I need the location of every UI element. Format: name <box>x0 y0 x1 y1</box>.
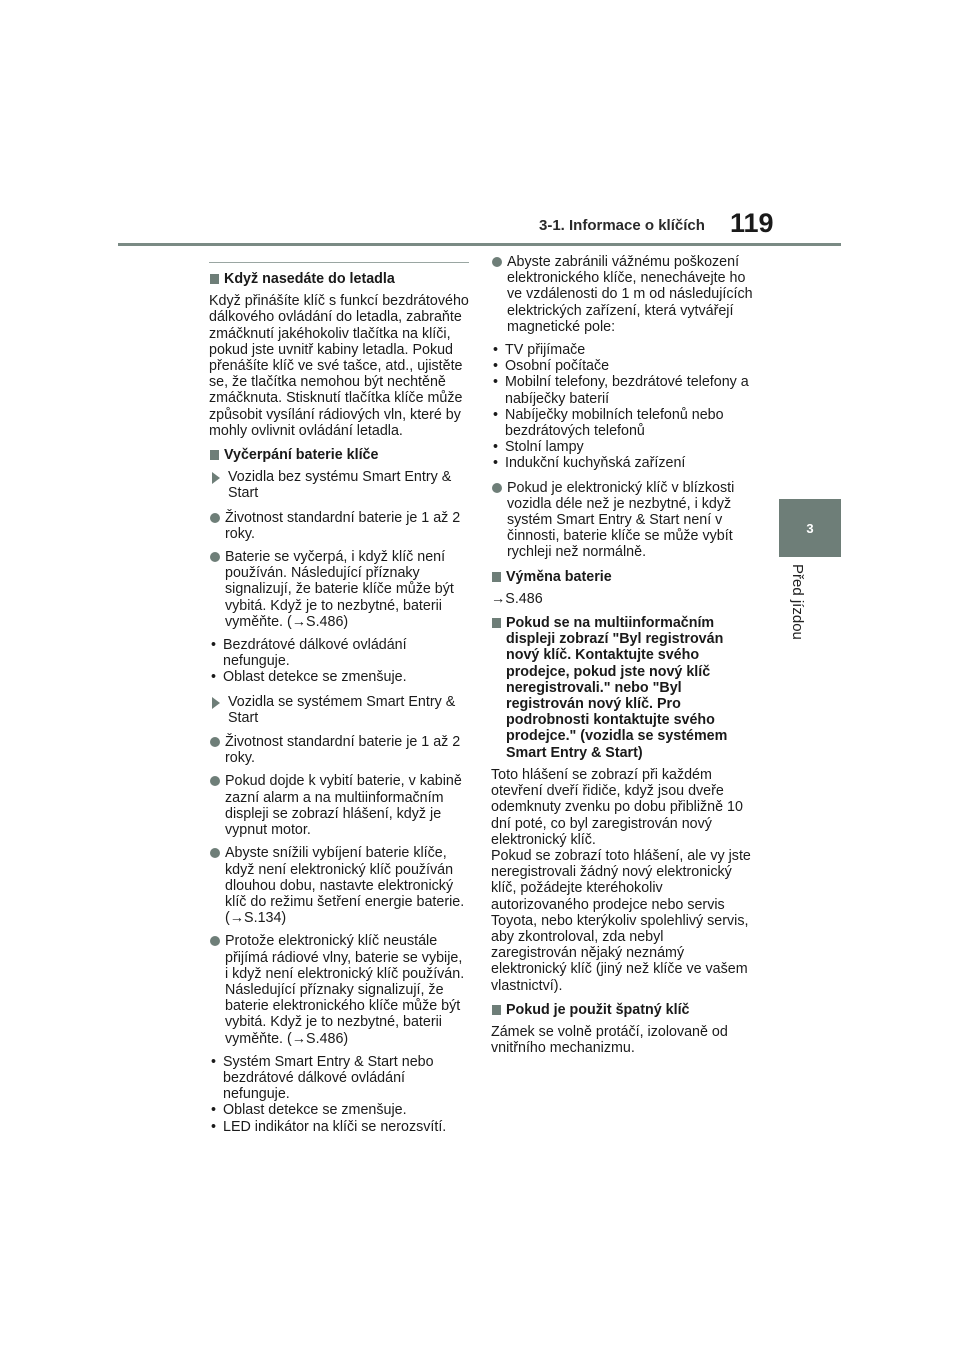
bullet-text: Pokud dojde k vybití baterie, v kabině zazní alarm a na multiinformačním displeji se zobrazí hlášení, když je vypnut motor. <box>225 773 462 839</box>
list-item: • TV přijímače <box>491 342 753 358</box>
right-column <box>491 254 753 1064</box>
heading-text: Výměna baterie <box>506 568 612 585</box>
device-list <box>491 342 753 472</box>
bullet-text: Baterie se vyčerpá, i když klíč není používán. Následující příznaky signalizují, že baterie klíče může být vybitá. Když je to nezbytné, baterii vyměňte. (→S.486) <box>225 549 454 630</box>
bullet-text: Životnost standardní baterie je 1 až 2 roky. <box>225 509 461 542</box>
paragraph: Zámek se volně protáčí, izolovaně od vnitřního mechanizmu. <box>491 1023 728 1057</box>
section-heading: 3-1. Informace o klíčích <box>539 217 705 234</box>
list-item: • Oblast detekce se zmenšuje. <box>209 669 469 685</box>
section-heading-battery-replacement <box>491 569 753 585</box>
square-bullet-icon <box>492 1005 501 1015</box>
paragraph: Pokud se zobrazí toto hlášení, ale vy jste neregistrovali žádný nový elektronický klíč, požádejte kteréhokoliv autorizovaného prodejce nebo servis Toyota, nebo kterýkoliv spolehlivý servis, aby zkontroloval, zda nebyl zaregistrován nějaký neznámý elektronický klíč (jiný než klíče ve vašem vlastnictví). <box>491 847 751 994</box>
bullet-item <box>491 480 753 561</box>
chapter-title: Před jízdou <box>789 564 806 640</box>
list-item: • Nabíječky mobilních telefonů nebo bezdrátových telefonů <box>491 407 753 439</box>
page-reference: →S.486 <box>491 590 543 607</box>
bullet-item <box>209 845 469 926</box>
subheading-text: Vozidla se systémem Smart Entry & Start <box>228 693 456 726</box>
list-item: • Systém Smart Entry & Start nebo bezdrátové dálkové ovládání nefunguje. <box>209 1054 469 1103</box>
bullet-text: Protože elektronický klíč neustále přijímá rádiové vlny, baterie se vybije, i když není elektronický klíč používán. Následující příznaky signalizují, že baterie elektronického klíče může být vybitá. Když je to nezbytné, baterii vyměňte. (→S.486) <box>225 933 465 1047</box>
bullet-item <box>209 510 469 542</box>
heading-text: Pokud je použit špatný klíč <box>506 1001 690 1018</box>
circle-bullet-icon <box>492 257 502 267</box>
bullet-item <box>209 773 469 838</box>
subheading-without-smart-entry <box>209 469 469 501</box>
bullet-text: Pokud je elektronický klíč v blízkosti vozidla déle než je nezbytné, i když systém Smart Entry & Start není v činnosti, baterie klíče se může vybít rychleji než normálně. <box>507 479 735 561</box>
left-column <box>209 262 469 1143</box>
heading-text: Vyčerpání baterie klíče <box>224 447 379 464</box>
circle-bullet-icon <box>210 737 220 747</box>
paragraph: Když přinášíte klíč s funkcí bezdrátového dálkového ovládání do letadla, zabraňte zmáčknutí jakéhokoliv tlačítka na klíči, pokud jste uvnitř kabiny letadla. Pokud přenášíte klíč ve své tašce, atd., ujistěte se, že tlačítka nemohou být nechtěně zmáčknuta. Stisknutí tlačítka klíče může způsobit vysílání rádiových vln, které by mohly ovlivnit ovládání letadla. <box>209 293 469 439</box>
triangle-bullet-icon <box>212 697 220 709</box>
symptom-list <box>209 1054 469 1135</box>
paragraph: Toto hlášení se zobrazí při každém otevření dveří řidiče, když jsou dveře odemknuty zvenku po dobu přibližně 10 dní poté, co byl zaregistrován nový elektronický klíč. <box>491 766 743 848</box>
bullet-text: Životnost standardní baterie je 1 až 2 roky. <box>225 734 461 767</box>
heading-text: Pokud se na multiinformačním displeji zobrazí "Byl registrován nový klíč. Kontaktujte svého prodejce, pokud jste nový klíč neregistrovali." nebo "Byl registrován nový klíč. Pro podrobnosti kontaktujte svého prodejce." (vozidla se systémem Smart Entry & Start) <box>506 615 728 761</box>
circle-bullet-icon <box>210 936 220 946</box>
chapter-number: 3 <box>806 521 814 536</box>
section-heading-wrong-key <box>491 1002 753 1018</box>
bullet-item <box>491 254 753 335</box>
section-heading-airplane <box>209 271 469 287</box>
square-bullet-icon <box>210 450 219 460</box>
header-rule <box>118 243 841 246</box>
triangle-bullet-icon <box>212 472 220 484</box>
circle-bullet-icon <box>210 513 220 523</box>
circle-bullet-icon <box>210 552 220 562</box>
circle-bullet-icon <box>492 483 502 493</box>
list-item: • LED indikátor na klíči se nerozsvítí. <box>209 1119 469 1135</box>
bullet-item <box>209 549 469 630</box>
circle-bullet-icon <box>210 776 220 786</box>
bullet-item <box>209 933 469 1046</box>
bullet-text: Abyste zabránili vážnému poškození elektronického klíče, nenechávejte ho ve vzdálenosti do 1 m od následujících elektrických zařízení, která vytvářejí magnetické pole: <box>507 254 753 335</box>
section-heading-battery-depletion <box>209 447 469 463</box>
circle-bullet-icon <box>210 848 220 858</box>
subheading-text: Vozidla bez systému Smart Entry & Start <box>228 469 452 502</box>
bullet-text: Abyste snížili vybíjení baterie klíče, když není elektronický klíč používán dlouhou dobu, nastavte elektronický klíč do režimu šetření energie baterie. (→S.134) <box>225 845 465 927</box>
square-bullet-icon <box>492 572 501 582</box>
subheading-with-smart-entry <box>209 694 469 726</box>
list-item: • Osobní počítače <box>491 358 753 374</box>
symptom-list <box>209 637 469 686</box>
chapter-tab <box>779 499 841 557</box>
list-item: • Mobilní telefony, bezdrátové telefony a nabíječky baterií <box>491 374 753 406</box>
page-number: 119 <box>730 208 774 238</box>
heading-text: Když nasedáte do letadla <box>224 271 395 287</box>
list-item: • Indukční kuchyňská zařízení <box>491 455 753 471</box>
list-item: • Bezdrátové dálkové ovládání nefunguje. <box>209 637 469 669</box>
bullet-item <box>209 734 469 766</box>
section-heading-new-key-message <box>491 615 753 761</box>
square-bullet-icon <box>492 618 501 628</box>
list-item: • Oblast detekce se zmenšuje. <box>209 1102 469 1118</box>
list-item: • Stolní lampy <box>491 439 753 455</box>
square-bullet-icon <box>210 274 219 284</box>
column-rule <box>209 262 469 263</box>
